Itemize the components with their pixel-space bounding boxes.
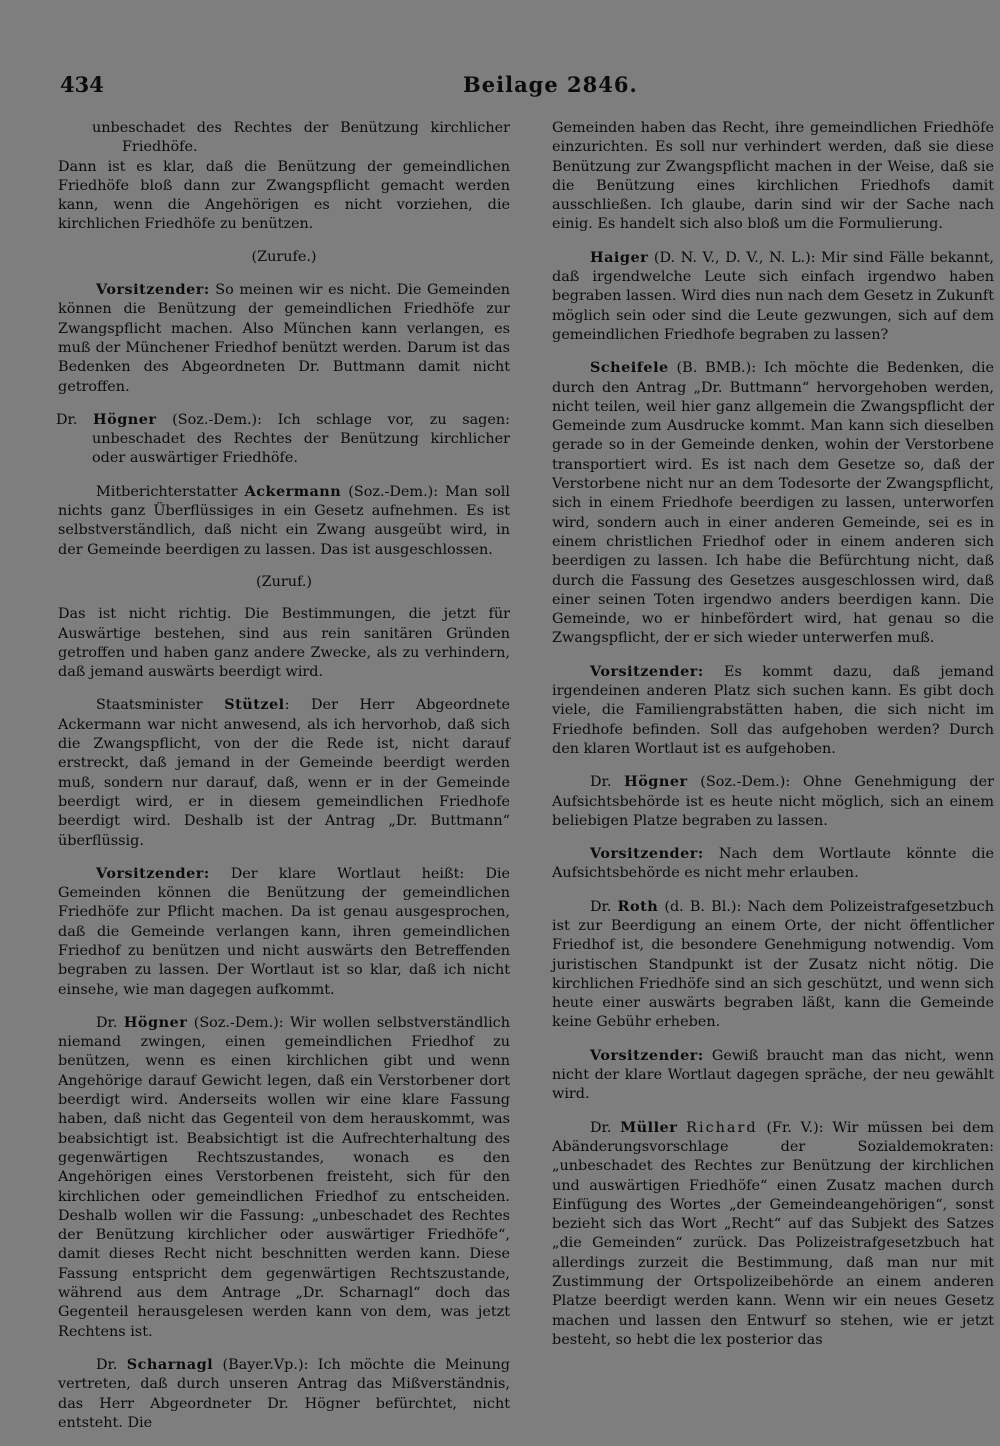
paragraph — [552, 248, 994, 345]
interjection — [58, 248, 510, 267]
speaker-name: Vorsitzender: — [590, 845, 704, 863]
speaker-name: Stützel — [224, 696, 285, 714]
paragraph — [552, 119, 994, 235]
paragraph — [58, 1013, 510, 1342]
paragraph-text: Gewiß braucht man das nicht, wenn nicht der klare Wortlaut dagegen spräche, der neu gewählt wird. — [552, 1047, 994, 1103]
speaker-name: Scharnagl — [126, 1355, 214, 1373]
speaker-name: Högner — [624, 773, 688, 791]
paragraph — [552, 662, 994, 759]
paragraph — [552, 844, 994, 884]
paragraph-text: Dann ist es klar, daß die Benützung der gemeindlichen Friedhöfe bloß dann zur Zwangspflicht gemacht werden kann, wenn die Angehörigen es nicht vorziehen, die kirchlichen Friedhöfe zu benützen. — [58, 158, 510, 233]
paragraph-text: (Soz.-Dem.): Wir wollen selbstverständlich niemand zwingen, einen gemeindlichen Friedhof zu benützen, wenn es einen kirchlichen gibt und wenn Angehörige darauf Gewicht legen, daß ein Verstorbener dort beerdigt wird. Anderseits wollen wir eine klare Fassung haben, daß nicht das Gegenteil von dem herauskommt, was beabsichtigt ist. Beabsichtigt ist die Aufrechterhaltung des gegenwärtigen Rechtszustandes, wonach es den Angehörigen eines Verstorbenen freisteht, sich für den kirchlichen oder gemeindlichen Friedhof zu entscheiden. Deshalb wollen wir die Fassung: „unbeschadet des Rechtes der Benützung kirchlicher oder auswärtiger Friedhöfe“, damit dieses Recht nicht beschnitten werden kann. Diese Fassung entspricht dem gegenwärtigen Rechtszustande, während aus dem Antrage „Dr. Scharnagl“ doch das Gegenteil herausgelesen werden kann von dem, was jetzt Rechtens ist. — [58, 1014, 510, 1340]
paragraph-text: Es kommt dazu, daß jemand irgendeinen anderen Platz sich suchen kann. Es gibt doch viele, die Familiengrabstätten haben, die sich nicht im Friedhofe befinden. Soll das aufgehoben werden? Durch den klaren Wortlaut ist es aufgehoben. — [552, 663, 994, 757]
paragraph-text: Dr. — [96, 1356, 127, 1373]
paragraph-text: (Bayer.Vp.): Ich möchte die Meinung vertreten, daß durch unseren Antrag das Mißverständnis, das Herr Abgeordneter Dr. Högner befürchtet, nicht entsteht. Die — [58, 1356, 511, 1431]
paragraph-text: Dr. — [590, 898, 618, 915]
paragraph-text: Der klare Wortlaut heißt: Die Gemeinden können die Benützung der gemeindlichen Friedhöfe zur Pflicht machen. Da ist genau ausgesprochen, daß die Gemeinde verlangen kann, ihren gemeindlichen Friedhof zu benützen und nicht auswärts den Betreffenden begraben zu lassen. Der Wortlaut ist so klar, daß ich nicht einsehe, wie man dagegen aufkommt. — [58, 865, 510, 998]
paragraph — [58, 410, 510, 469]
paragraph-text: (Soz.-Dem.): Man soll nichts ganz Überflüssiges in ein Gesetz aufnehmen. Es ist selbstverständlich, daß nicht ein Zwang ausgeübt wird, in der Gemeinde beerdigen zu lassen. Das ist ausgeschlossen. — [58, 483, 511, 558]
paragraph-text: (Fr. V.): Wir müssen bei dem Abänderungsvorschlage der Sozialdemokraten: „unbeschadet des Rechtes zur Benützung der kirchlichen und auswärtigen Friedhöfe“ einen Zusatz machen durch Einfügung des Wortes „der Gemeindeangehörigen“, sonst bezieht sich das Wort „Recht“ auf das Subjekt des Satzes „die Gemeinden“ zurück. Das Polizeistrafgesetzbuch hat allerdings zurzeit die Bestimmung, daß man nur mit Zustimmung der Ortspolizeibehörde an einem anderen Platze beerdigt werden kann. Wenn wir ein neues Gesetz machen und lassen den Entwurf so stehen, wie er jetzt besteht, so hebt die lex posterior das — [552, 1119, 995, 1348]
paragraph — [58, 695, 510, 850]
paragraph-text: : Der Herr Abgeordnete Ackermann war nicht anwesend, als ich hervorhob, daß sich die Zwangspflicht, von der die Rede ist, nicht darauf erstreckt, daß jemand in der Gemeinde beerdigt werden muß, sondern nur darauf, daß, wenn er in der Gemeinde beerdigt wird, er in diesem gemeindlichen Friedhofe beerdigt wird. Deshalb ist der Antrag „Dr. Buttmann“ überflüssig. — [58, 697, 510, 849]
speaker-name: Ackermann — [244, 482, 342, 500]
paragraph — [58, 158, 510, 235]
paragraph-text: (Soz.-Dem.): Ohne Genehmigung der Aufsichtsbehörde ist es heute nicht möglich, sich an einem beliebigen Platze begraben zu lassen. — [552, 774, 994, 829]
speaker-name: Scheifele — [590, 359, 669, 377]
right-column — [552, 119, 994, 1363]
paragraph — [552, 1046, 994, 1105]
paragraph-text: (Soz.-Dem.): Ich schlage vor, zu sagen: unbeschadet des Rechtes der Benützung kirchlicher oder auswärtiger Friedhöfe. — [92, 411, 510, 467]
speaker-name: Vorsitzender: — [96, 281, 210, 299]
paragraph-text: (Zuruf.) — [255, 573, 313, 590]
paragraph-text: unbeschadet des Rechtes der Benützung kirchlicher Friedhöfe. — [92, 120, 510, 156]
paragraph — [58, 605, 510, 682]
paragraph — [552, 358, 994, 648]
page-number: 434 — [60, 72, 104, 97]
paragraph-text: So meinen wir es nicht. Die Gemeinden können die Benützung der gemeindlichen Friedhöfe zur Zwangspflicht machen. Also München kann verlangen, es muß der Münchener Friedhof benützt werden. Darum ist das Bedenken des Abgeordneten Dr. Buttmann damit nicht getroffen. — [58, 282, 510, 395]
paragraph-text: Dr. — [56, 411, 94, 428]
speaker-given-name: Richard — [686, 1119, 758, 1136]
speaker-name: Högner — [123, 1013, 188, 1031]
paragraph-text: (D. N. V., D. V., N. L.): Mir sind Fälle bekannt, daß irgendwelche Leute sich einfach irgendwo haben begraben lassen. Wird dies nun nach dem Gesetz in Zukunft möglich sein oder sind die Leute gezwungen, sich auf dem gemeindlichen Friedhofe begraben zu lassen? — [552, 249, 994, 343]
paragraph-text: (B. BMB.): Ich möchte die Bedenken, die durch den Antrag „Dr. Buttmann“ hervorgehoben werden, nicht teilen, weil hier ganz allgemein die Zwangspflicht der Gemeinde zum Ausdrucke kommt. Man kann sich dieselben gerade so in der Gemeinde denken, wohin der Verstorbene transportiert wird. Es ist nach dem Gesetze so, daß der Verstorbene nicht nur an dem Todesorte der Zwangspflicht, sich in einem Friedhofe beerdigen zu lassen, unterworfen wird, sondern auch in einer anderen Gemeinde, sei es in einem christlichen Friedhof oder in einem anderen sich beerdigen zu lassen. Ich habe die Befürchtung nicht, daß durch die Fassung des Gesetzes ausgeschlossen wird, daß einer seinen Toten irgendwo anders beerdigen kann. Die Gemeinde, wo er hinbefördert wird, hat genau so die Zwangspflicht, der er sich wieder unterwerfen muß. — [552, 360, 994, 647]
paragraph — [552, 772, 994, 831]
left-column — [58, 119, 510, 1446]
paragraph — [58, 864, 510, 1000]
paragraph-text: (Zurufe.) — [251, 248, 317, 265]
paragraph-text: Dr. — [590, 1119, 621, 1136]
paragraph — [58, 482, 510, 560]
speaker-name: Högner — [93, 410, 157, 428]
speaker-name: Vorsitzender: — [96, 864, 210, 882]
paragraph-text: Mitberichterstatter — [96, 483, 245, 500]
paragraph-text: Gemeinden haben das Recht, ihre gemeindlichen Friedhöfe einzurichten. Es soll nur verhindert werden, daß sie diese Benützung zur Zwangspflicht machen in der Weise, daß sie die Benützung eines kirchlichen Friedhofs damit ausschließen. Ich glaube, darin sind wir der Sache nach einig. Es handelt sich also bloß um die Formulierung. — [552, 120, 994, 233]
paragraph-text: Staatsminister — [96, 697, 225, 714]
paragraph-text: Das ist nicht richtig. Die Bestimmungen, die jetzt für Auswärtige bestehen, sind aus rein sanitären Gründen getroffen und haben ganz andere Zwecke, als zu verhindern, daß jemand auswärts beerdigt wird. — [58, 606, 510, 681]
paragraph-text — [677, 1120, 686, 1136]
paragraph-text: Nach dem Wortlaute könnte die Aufsichtsbehörde es nicht mehr erlauben. — [552, 846, 994, 882]
paragraph-text: Dr. — [96, 1014, 124, 1031]
speaker-name: Roth — [617, 897, 659, 915]
paragraph — [58, 1355, 510, 1433]
page-header — [0, 72, 1000, 106]
paragraph — [58, 280, 510, 397]
paragraph — [58, 119, 510, 158]
paragraph — [552, 1118, 994, 1351]
paragraph — [552, 897, 994, 1033]
page-heading: Beilage 2846. — [463, 72, 638, 97]
paragraph-text: (d. B. Bl.): Nach dem Polizeistrafgesetzbuch ist zur Beerdigung an einem Orte, der nicht öffentlicher Friedhof ist, die besondere Genehmigung notwendig. Vom juristischen Standpunkt ist der Zusatz nicht nötig. Die kirchlichen Friedhöfe sind an sich geschützt, und wenn sich heute einer auswärts begraben läßt, kann die Gemeinde keine Gebühr erheben. — [552, 898, 994, 1031]
interjection — [58, 573, 510, 592]
speaker-name: Vorsitzender: — [590, 1046, 704, 1064]
speaker-name: Müller — [620, 1118, 678, 1136]
speaker-name: Haiger — [590, 248, 649, 266]
speaker-name: Vorsitzender: — [590, 662, 704, 680]
paragraph-text: Dr. — [590, 774, 625, 791]
